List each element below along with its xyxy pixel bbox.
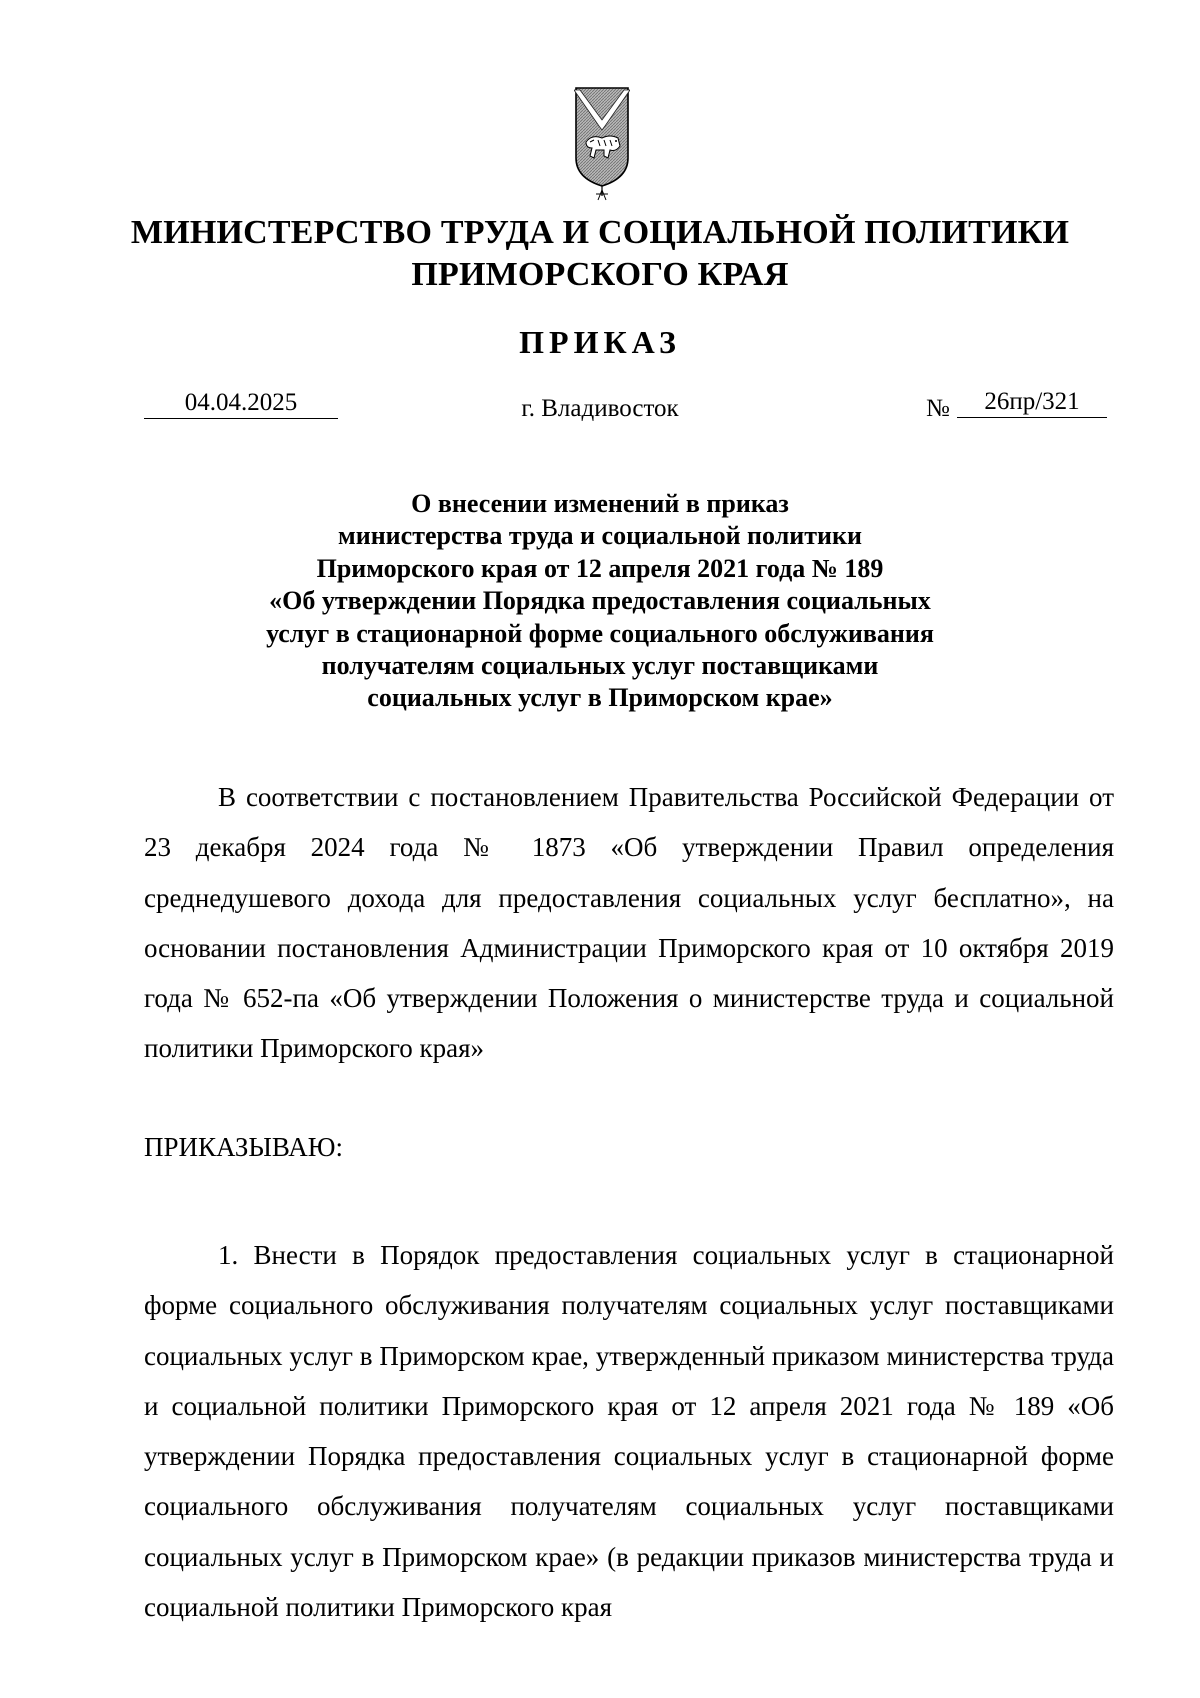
number-sign: № bbox=[926, 395, 950, 422]
subject-line: министерства труда и социальной политики bbox=[338, 521, 862, 551]
subject-line: О внесении изменений в приказ bbox=[411, 489, 789, 518]
subject-line: услуг в стационарной форме социального обслуживания bbox=[266, 618, 934, 648]
order-word: ПРИКАЗЫВАЮ: bbox=[144, 1132, 343, 1162]
document-subject bbox=[120, 488, 1080, 715]
subject-line: «Об утверждении Порядка предоставления социальных bbox=[269, 586, 931, 616]
ministry-name-line-1: МИНИСТЕРСТВО ТРУДА И СОЦИАЛЬНОЙ ПОЛИТИКИ bbox=[130, 214, 1070, 251]
ministry-name bbox=[0, 212, 1200, 296]
document-city: г. Владивосток bbox=[521, 395, 679, 422]
order-item-1-paragraph: 1. Внести в Порядок предоставления социальных услуг в стационарной форме социального обслуживания получателям социальных услуг поставщиками социальных услуг в Приморском крае, утвержденный приказом министерства труда и социальной политики Приморского края от 12 апреля 2021 года № 189 «Об утверждении Порядка предоставления социальных услуг в стационарной форме социального обслуживания получателям социальных услуг поставщиками социальных услуг в Приморском крае» (в редакции приказов министерства труда и социальной политики Приморского края bbox=[144, 1240, 1114, 1623]
document-date: 04.04.2025 bbox=[144, 388, 338, 419]
subject-line: получателям социальных услуг поставщиками bbox=[321, 651, 879, 681]
document-type-title: ПРИКАЗ bbox=[519, 324, 681, 360]
coat-of-arms-emblem bbox=[574, 86, 630, 204]
preamble-paragraph: В соответствии с постановлением Правительства Российской Федерации от 23 декабря 2024 года № 1873 «Об утверждении Правил определения среднедушевого дохода для предоставления социальных услуг бесплатно», на основании постановления Администрации Приморского края от 10 октября 2019 года № 652-па «Об утверждении Положения о министерстве труда и социальной политики Приморского края» bbox=[144, 782, 1114, 1064]
document-number: 26пр/321 bbox=[957, 387, 1107, 418]
subject-line: социальных услуг в Приморском крае» bbox=[367, 683, 833, 713]
subject-line: Приморского края от 12 апреля 2021 года № 189 bbox=[316, 553, 884, 583]
ministry-name-line-2: ПРИМОРСКОГО КРАЯ bbox=[411, 256, 789, 293]
